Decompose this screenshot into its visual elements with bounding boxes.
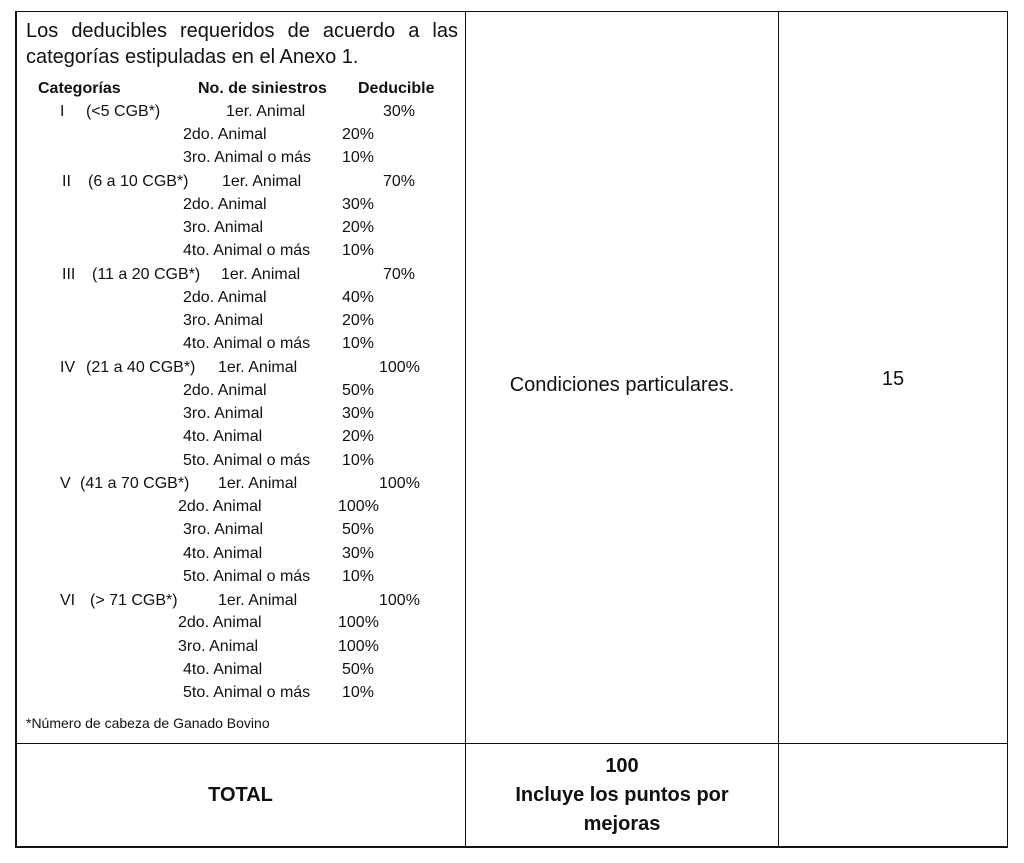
siniestro-cell: 1er. Animal: [218, 592, 298, 609]
deducible-cell: 10%: [342, 149, 375, 166]
deducible-cell: 20%: [342, 428, 375, 445]
siniestro-cell: 4to. Animal: [183, 661, 263, 678]
deducible-cell: 100%: [379, 359, 420, 376]
category-label: I: [60, 103, 65, 120]
total-note: Incluye los puntos por mejoras: [515, 784, 729, 835]
siniestro-cell: 3ro. Animal: [183, 312, 264, 329]
deducible-cell: 50%: [342, 661, 375, 678]
siniestro-cell: 4to. Animal o más: [183, 335, 311, 352]
deducible-cell: 20%: [342, 219, 375, 236]
deducible-cell: 10%: [342, 335, 375, 352]
deducible-cell: 100%: [379, 592, 420, 609]
column-divider-2: [778, 11, 779, 848]
total-value-cell: [466, 752, 778, 839]
category-range: (21 a 40 CGB*): [86, 359, 196, 376]
deducible-cell: 100%: [338, 498, 379, 515]
category-range: (41 a 70 CGB*): [80, 475, 190, 492]
siniestro-cell: 2do. Animal: [183, 289, 267, 306]
category-range: (6 a 10 CGB*): [88, 173, 189, 190]
siniestro-cell: 4to. Animal o más: [183, 242, 311, 259]
total-label: TOTAL: [208, 784, 273, 806]
deducible-cell: 30%: [342, 196, 375, 213]
siniestro-cell: 4to. Animal: [183, 428, 263, 445]
row-divider: [15, 743, 1008, 744]
footnote: *Número de cabeza de Ganado Bovino: [26, 715, 270, 731]
deducible-cell: 30%: [342, 545, 375, 562]
deductibles-intro: Los deducibles requeridos de acuerdo a las categorías estipuladas en el Anexo 1.: [26, 20, 458, 68]
category-label: III: [62, 266, 76, 283]
category-label: VI: [60, 592, 76, 609]
siniestro-cell: 2do. Animal: [178, 614, 262, 631]
deducible-cell: 30%: [342, 405, 375, 422]
deducible-cell: 40%: [342, 289, 375, 306]
category-label: IV: [60, 359, 76, 376]
siniestro-cell: 3ro. Animal: [183, 521, 264, 538]
siniestro-cell: 1er. Animal: [221, 266, 301, 283]
siniestro-cell: 5to. Animal o más: [183, 684, 311, 701]
siniestro-cell: 2do. Animal: [183, 126, 267, 143]
siniestro-cell: 1er. Animal: [218, 359, 298, 376]
category-range: (<5 CGB*): [86, 103, 161, 120]
siniestro-cell: 3ro. Animal: [183, 405, 264, 422]
siniestro-cell: 1er. Animal: [218, 475, 298, 492]
category-label: II: [62, 173, 71, 190]
header-siniestros: No. de siniestros: [198, 80, 327, 97]
siniestro-cell: 1er. Animal: [226, 103, 306, 120]
table-border-left: [15, 11, 17, 848]
siniestro-cell: 5to. Animal o más: [183, 568, 311, 585]
deducible-cell: 100%: [379, 475, 420, 492]
deducible-cell: 20%: [342, 312, 375, 329]
siniestro-cell: 1er. Animal: [222, 173, 302, 190]
deducible-cell: 50%: [342, 521, 375, 538]
siniestro-cell: 4to. Animal: [183, 545, 263, 562]
header-deducible: Deducible: [358, 80, 435, 97]
column-divider-1: [465, 11, 466, 848]
deducible-cell: 20%: [342, 126, 375, 143]
deducible-cell: 10%: [342, 568, 375, 585]
category-label: V: [60, 475, 71, 492]
deducible-cell: 70%: [383, 266, 416, 283]
deducible-cell: 10%: [342, 684, 375, 701]
header-categorias: Categorías: [38, 80, 121, 97]
deducible-cell: 100%: [338, 638, 379, 655]
siniestro-cell: 3ro. Animal: [183, 219, 264, 236]
table-border-right: [1007, 11, 1008, 848]
siniestro-cell: 2do. Animal: [183, 196, 267, 213]
category-range: (11 a 20 CGB*): [92, 266, 201, 283]
deducible-cell: 30%: [383, 103, 416, 120]
table-border-top: [15, 11, 1008, 12]
siniestro-cell: 3ro. Animal o más: [183, 149, 312, 166]
siniestro-cell: 3ro. Animal: [178, 638, 259, 655]
total-value: 100: [605, 755, 639, 777]
points-cell: 15: [881, 368, 905, 390]
deducible-cell: 70%: [383, 173, 416, 190]
deducible-cell: 10%: [342, 452, 375, 469]
conditions-cell: Condiciones particulares.: [509, 374, 735, 396]
siniestro-cell: 2do. Animal: [183, 382, 267, 399]
category-range: (> 71 CGB*): [90, 592, 178, 609]
deducible-cell: 50%: [342, 382, 375, 399]
deducible-cell: 10%: [342, 242, 375, 259]
siniestro-cell: 5to. Animal o más: [183, 452, 311, 469]
table-border-bottom: [15, 846, 1008, 848]
deducible-cell: 100%: [338, 614, 379, 631]
siniestro-cell: 2do. Animal: [178, 498, 262, 515]
